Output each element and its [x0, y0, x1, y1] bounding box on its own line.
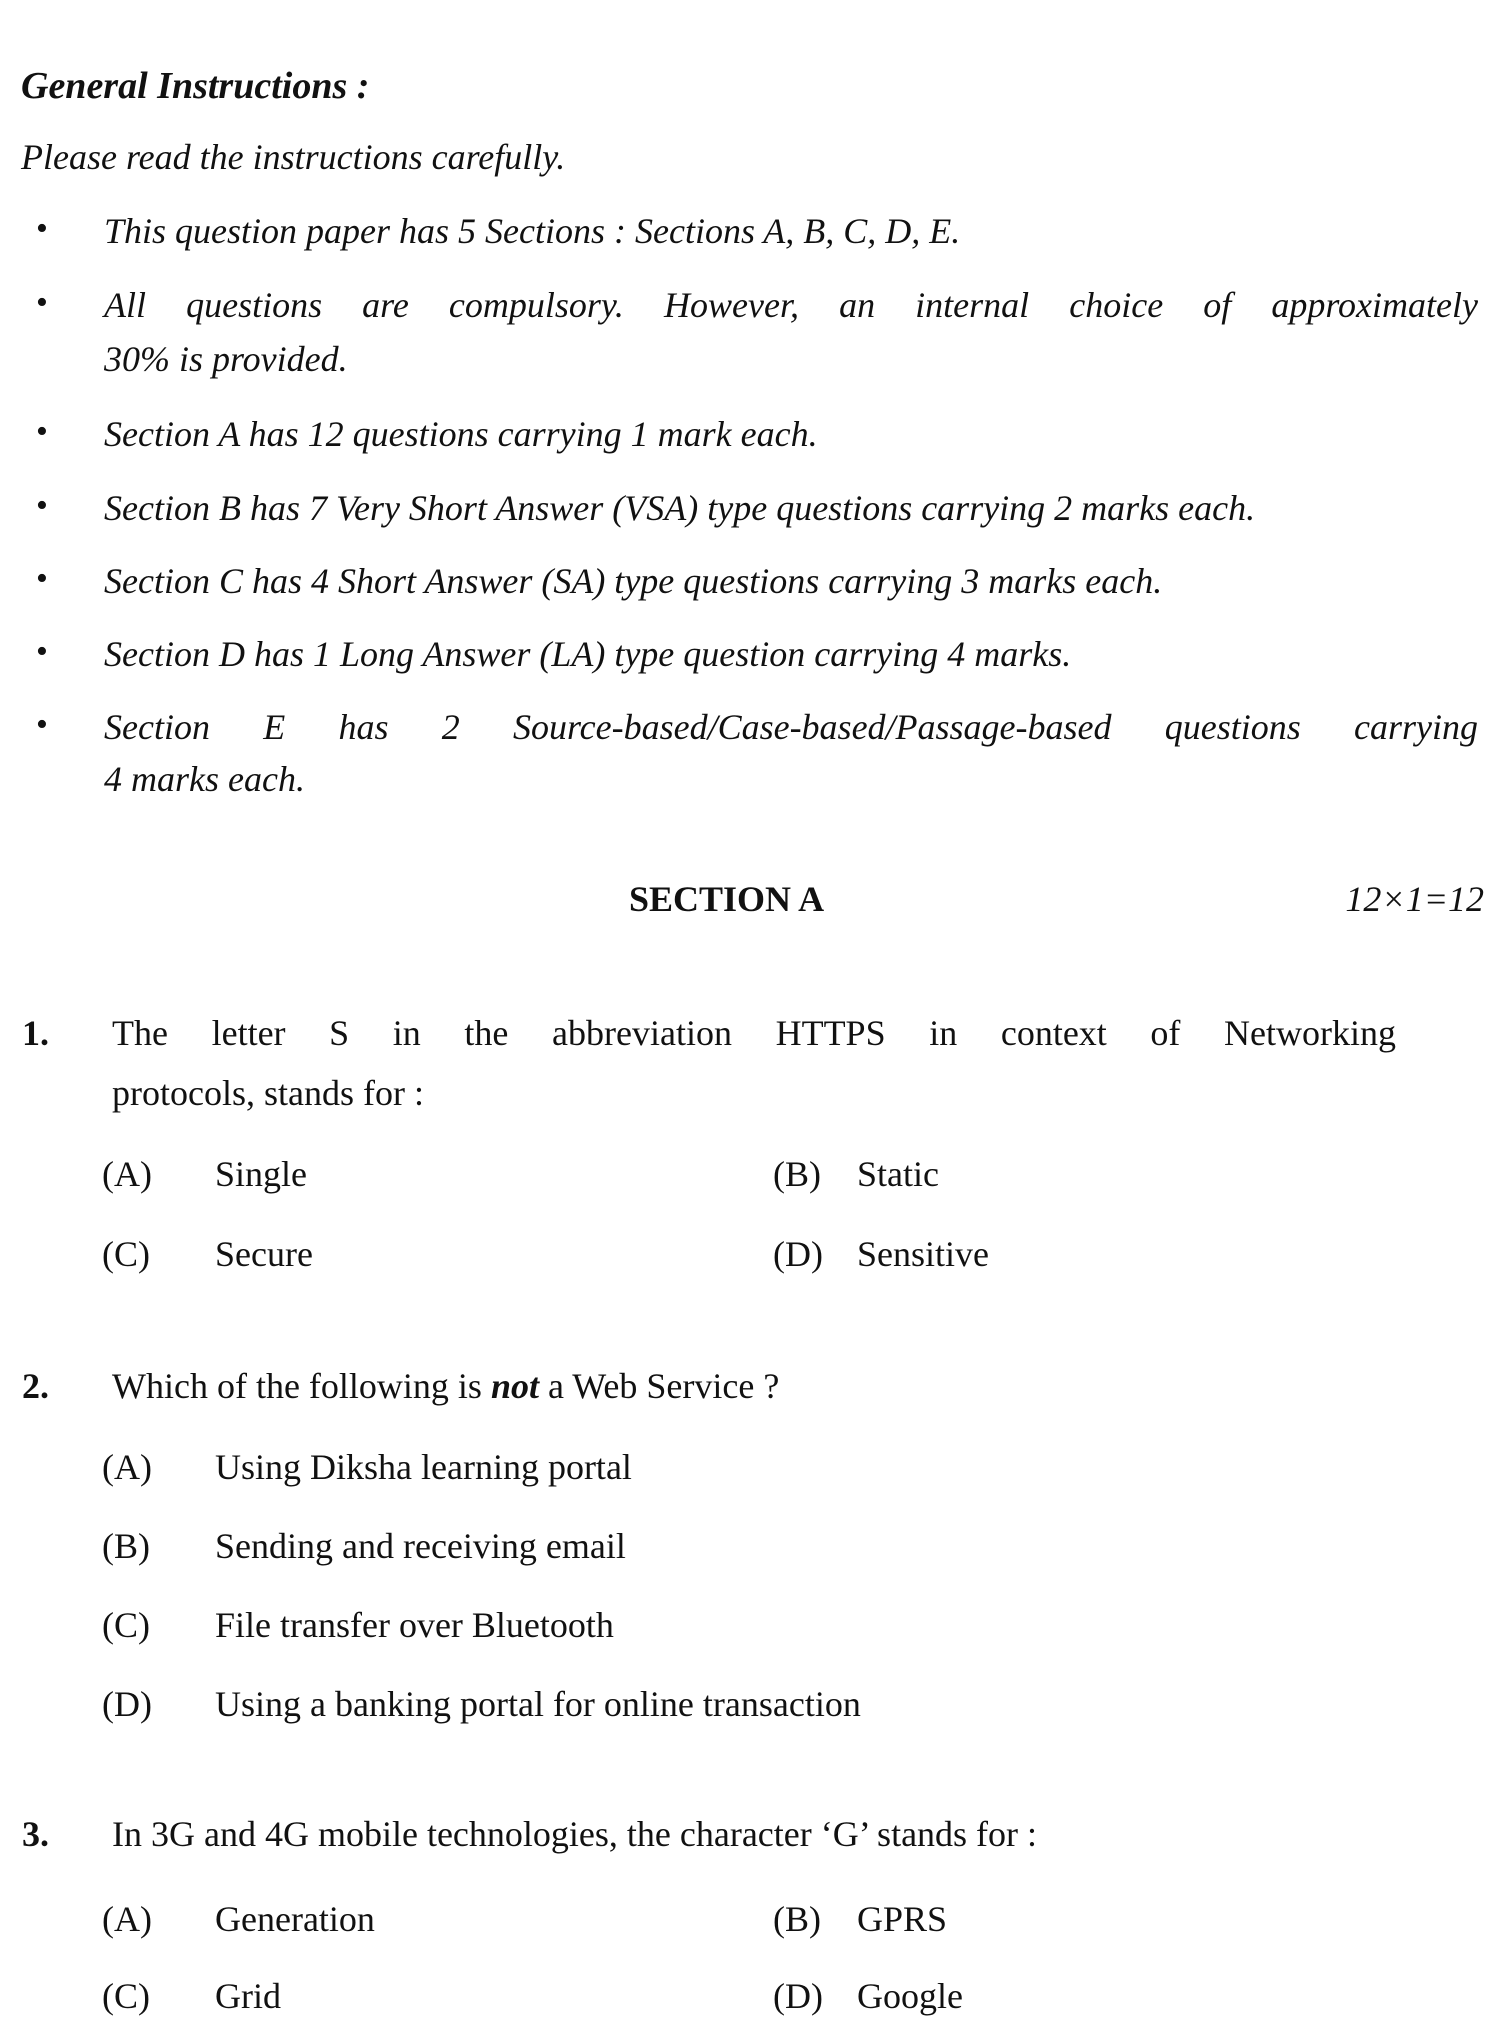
instructions-subtitle: Please read the instructions carefully.: [21, 137, 566, 177]
option-label: (B): [773, 1899, 821, 1939]
instruction-item: Section D has 1 Long Answer (LA) type question carrying 4 marks.: [104, 634, 1072, 674]
option-label: (D): [773, 1976, 823, 2016]
instruction-item-continued: 4 marks each.: [104, 759, 305, 799]
option-text[interactable]: Using a banking portal for online transaction: [215, 1684, 861, 1724]
instruction-item: This question paper has 5 Sections : Sections A, B, C, D, E.: [104, 211, 961, 251]
question-text: In 3G and 4G mobile technologies, the character ‘G’ stands for :: [112, 1814, 1038, 1854]
option-text[interactable]: File transfer over Bluetooth: [215, 1605, 614, 1645]
bullet-icon: •: [36, 706, 48, 743]
question-number: 3.: [22, 1814, 49, 1854]
option-text[interactable]: Single: [215, 1154, 308, 1194]
option-label: (D): [102, 1684, 152, 1724]
option-text[interactable]: Google: [857, 1976, 963, 2016]
bullet-icon: •: [36, 633, 48, 670]
section-marks: 12×1=12: [1345, 879, 1484, 919]
option-text[interactable]: Using Diksha learning portal: [215, 1447, 632, 1487]
option-label: (D): [773, 1234, 823, 1274]
instruction-item: Section C has 4 Short Answer (SA) type questions carrying 3 marks each.: [104, 561, 1163, 601]
option-text[interactable]: Generation: [215, 1899, 375, 1939]
option-label: (C): [102, 1234, 150, 1274]
bullet-icon: •: [36, 560, 48, 597]
option-label: (A): [102, 1154, 152, 1194]
option-label: (A): [102, 1447, 152, 1487]
option-label: (C): [102, 1976, 150, 2016]
instruction-item: Section A has 12 questions carrying 1 mark each.: [104, 414, 818, 454]
bullet-icon: •: [36, 284, 48, 321]
option-text[interactable]: Sensitive: [857, 1234, 989, 1274]
bullet-icon: •: [36, 210, 48, 247]
option-text[interactable]: Sending and receiving email: [215, 1526, 626, 1566]
question-text-pre: Which of the following is: [112, 1366, 491, 1406]
question-text: [112, 1365, 779, 1407]
instruction-item: All questions are compulsory. However, an internal choice of approximately: [104, 285, 1478, 325]
option-label: (B): [102, 1526, 150, 1566]
question-number: 1.: [22, 1013, 49, 1053]
question-text-emphasis: not: [490, 1366, 539, 1406]
bullet-icon: •: [36, 487, 48, 524]
option-text[interactable]: Grid: [215, 1976, 281, 2016]
option-text[interactable]: Static: [857, 1154, 939, 1194]
question-text-continued: protocols, stands for :: [112, 1073, 424, 1113]
option-label: (C): [102, 1605, 150, 1645]
bullet-icon: •: [36, 413, 48, 450]
option-label: (A): [102, 1899, 152, 1939]
question-number: 2.: [22, 1366, 49, 1406]
option-text[interactable]: Secure: [215, 1234, 313, 1274]
instruction-item: Section B has 7 Very Short Answer (VSA) type questions carrying 2 marks each.: [104, 488, 1256, 528]
instruction-item-continued: 30% is provided.: [104, 339, 348, 379]
option-label: (B): [773, 1154, 821, 1194]
section-title: SECTION A: [629, 879, 825, 919]
general-instructions-title: General Instructions :: [21, 65, 370, 107]
question-text-post: a Web Service ?: [538, 1366, 780, 1406]
option-text[interactable]: GPRS: [857, 1899, 948, 1939]
question-text: The letter S in the abbreviation HTTPS in context of Networking: [112, 1013, 1396, 1053]
instruction-item: Section E has 2 Source-based/Case-based/Passage-based questions carrying: [104, 707, 1478, 747]
